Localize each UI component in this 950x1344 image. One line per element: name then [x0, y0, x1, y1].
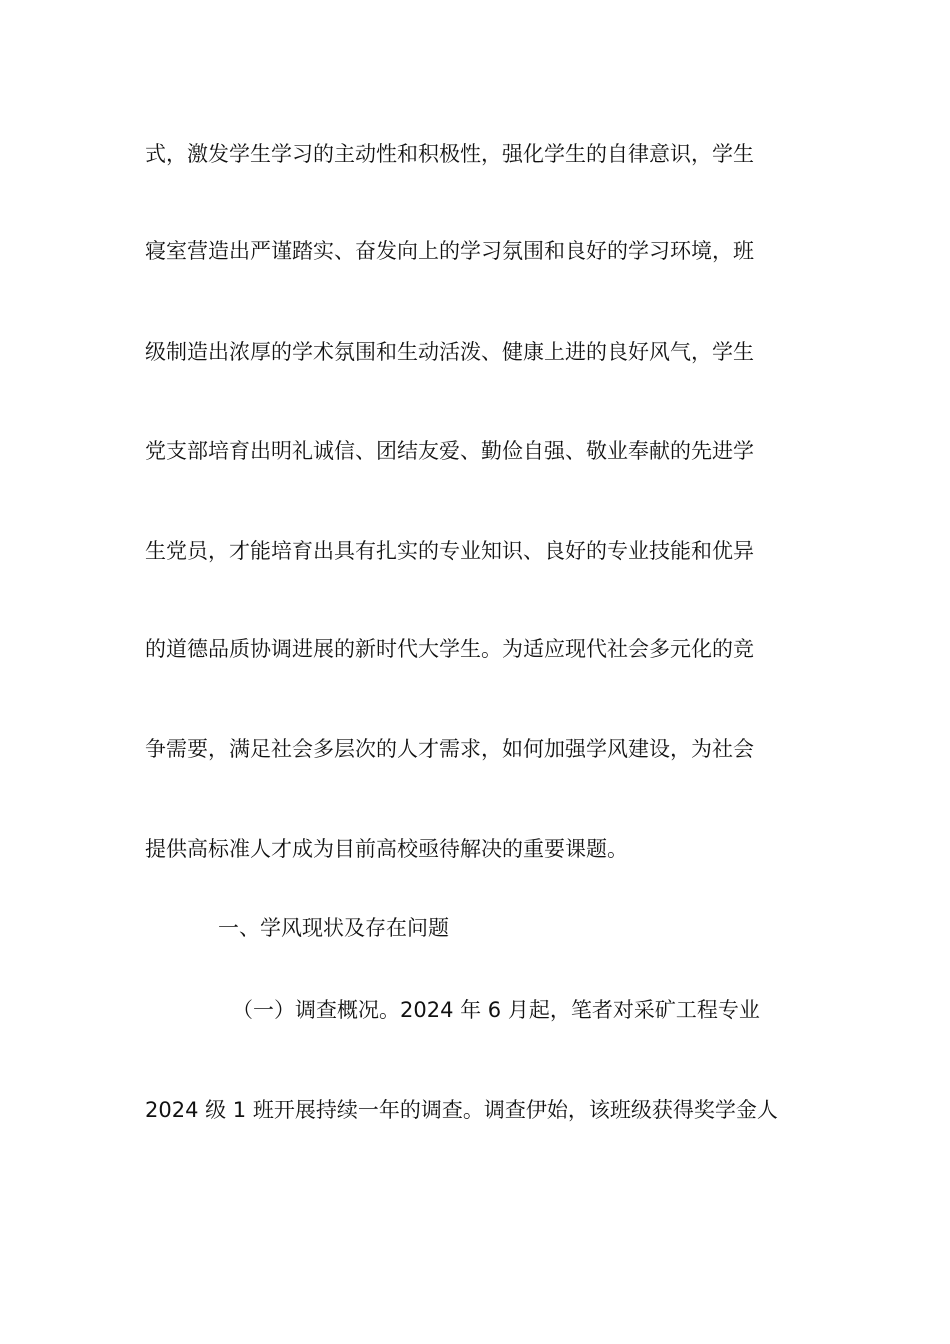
paragraph-line: 生党员，才能培育出具有扎实的专业知识、良好的专业技能和优异	[145, 539, 754, 563]
paragraph-line: 争需要，满足社会多层次的人才需求，如何加强学风建设，为社会	[145, 737, 754, 761]
paragraph-line: （一）调查概况。2024 年 6 月起，笔者对采矿工程专业	[232, 998, 760, 1022]
paragraph-line: 级制造出浓厚的学术氛围和生动活泼、健康上进的良好风气，学生	[145, 340, 754, 364]
paragraph-line: 寝室营造出严谨踏实、奋发向上的学习氛围和良好的学习环境，班	[145, 239, 754, 263]
paragraph-line: 2024 级 1 班开展持续一年的调查。调查伊始，该班级获得奖学金人	[145, 1098, 778, 1122]
paragraph-line: 党支部培育出明礼诚信、团结友爱、勤俭自强、敬业奉献的先进学	[145, 439, 754, 463]
section-heading: 一、学风现状及存在问题	[218, 916, 449, 940]
paragraph-line: 的道德品质协调进展的新时代大学生。为适应现代社会多元化的竞	[145, 637, 754, 661]
paragraph-line: 式，激发学生学习的主动性和积极性，强化学生的自律意识，学生	[145, 142, 754, 166]
paragraph-line: 提供高标准人才成为目前高校亟待解决的重要课题。	[145, 837, 628, 861]
